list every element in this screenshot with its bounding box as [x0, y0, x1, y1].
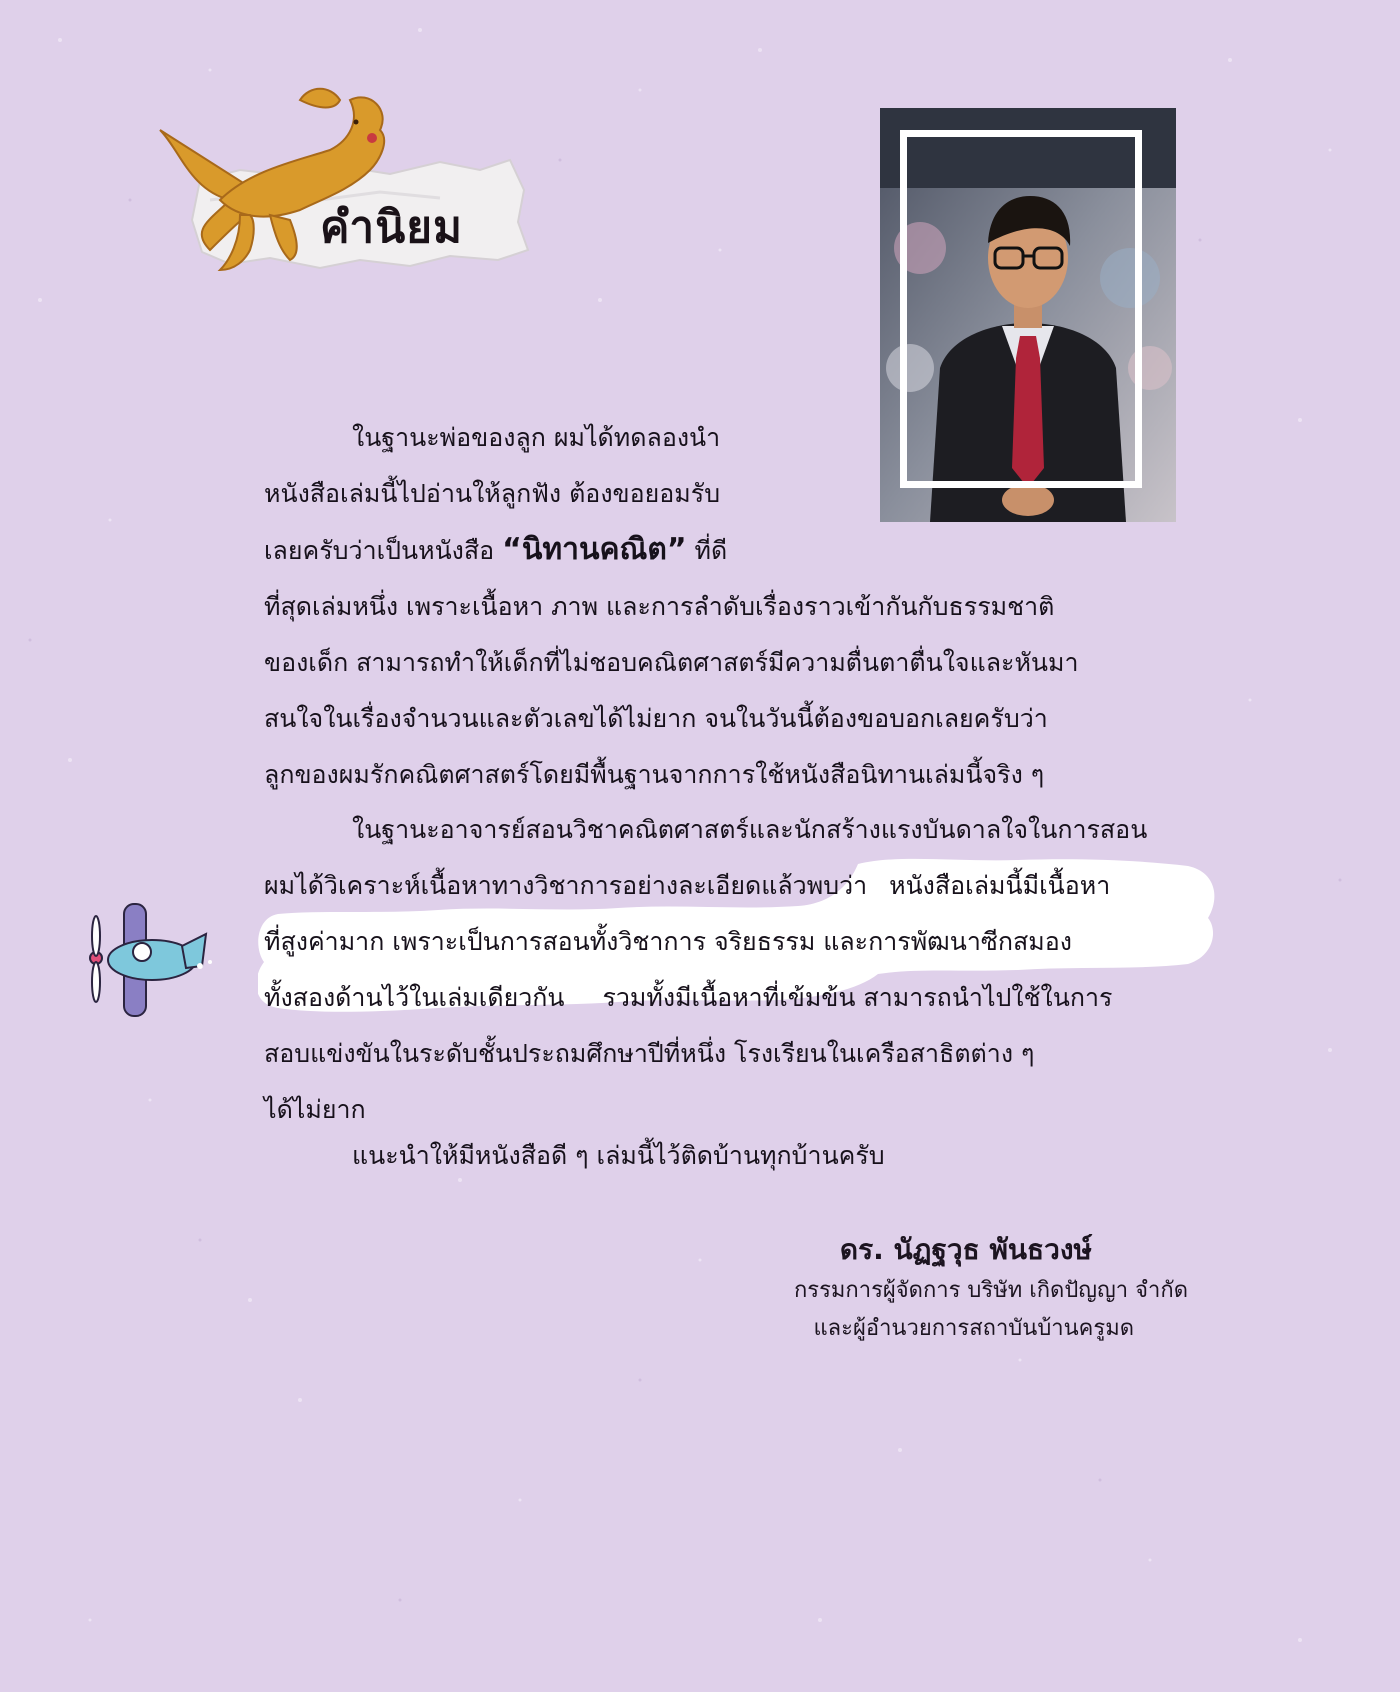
paragraph-1: [264, 410, 1184, 803]
signer-title: และผู้อำนวยการสถาบันบ้านครูมด: [813, 1316, 1134, 1341]
paragraph-2-line-with-highlight: [264, 970, 1184, 1026]
signature-block: [794, 1228, 1188, 1348]
paragraph-2-line: ในฐานะอาจารย์สอนวิชาคณิตศาสตร์และนักสร้างแรงบันดาลใจในการสอน: [352, 815, 1148, 844]
paragraph-1-line: ที่สุดเล่มหนึ่ง เพราะเนื้อหา ภาพ และการลำดับเรื่องราวเข้ากันกับธรรมชาติ: [264, 592, 1055, 621]
paragraph-1-line-with-quote: [264, 522, 1184, 579]
paragraph-2-line-part: รวมทั้งมีเนื้อหาที่เข้มข้น สามารถนำไปใช้ในการ: [602, 983, 1113, 1012]
paragraph-2-line-part: ผมได้วิเคราะห์เนื้อหาทางวิชาการอย่างละเอียดแล้วพบว่า: [264, 871, 868, 900]
airplane-illustration: [82, 896, 212, 1026]
paragraph-1-line: สนใจในเรื่องจำนวนและตัวเลขได้ไม่ยาก จนในวันนี้ต้องขอบอกเลยครับว่า: [264, 704, 1048, 733]
paragraph-3-line: แนะนำให้มีหนังสือดี ๆ เล่มนี้ไว้ติดบ้านทุกบ้านครับ: [352, 1141, 885, 1170]
heading-block: [150, 80, 530, 290]
paragraph-1-line: ในฐานะพ่อของลูก ผมได้ทดลองนำ: [352, 423, 721, 452]
paragraph-2-line-with-highlight: [264, 858, 1184, 914]
page-title: คำนิยม: [320, 202, 464, 253]
paragraph-1-line: ของเด็ก สามารถทำให้เด็กที่ไม่ชอบคณิตศาสตร์มีความตื่นตาตื่นใจและหันมา: [264, 648, 1079, 677]
paragraph-1-line: ลูกของผมรักคณิตศาสตร์โดยมีพื้นฐานจากการใช้หนังสือนิทานเล่มนี้จริง ๆ: [264, 760, 1045, 789]
paragraph-1-line-part: เลยครับว่าเป็นหนังสือ: [264, 536, 495, 565]
book-title-quote: “นิทานคณิต”: [502, 532, 687, 567]
paragraph-2-line: ได้ไม่ยาก: [264, 1095, 366, 1124]
paragraph-3: [264, 1128, 1184, 1184]
highlighted-text: ที่สูงค่ามาก เพราะเป็นการสอนทั้งวิชาการ จริยธรรม และการพัฒนาซีกสมอง: [264, 927, 1072, 956]
paragraph-1-line-part: ที่ดี: [694, 536, 728, 565]
paragraph-2-line: สอบแข่งขันในระดับชั้นประถมศึกษาปีที่หนึ่ง โรงเรียนในเครือสาธิตต่าง ๆ: [264, 1039, 1035, 1068]
signer-name: ดร. นัฏฐวุธ พันธวงษ์: [839, 1233, 1092, 1266]
paragraph-1-line: หนังสือเล่มนี้ไปอ่านให้ลูกฟัง ต้องขอยอมรับ: [264, 479, 721, 508]
highlighted-text: ทั้งสองด้านไว้ในเล่มเดียวกัน: [264, 983, 565, 1012]
signer-title: กรรมการผู้จัดการ บริษัท เกิดปัญญา จำกัด: [793, 1278, 1188, 1303]
highlighted-text: หนังสือเล่มนี้มีเนื้อหา: [889, 871, 1111, 900]
paragraph-2: [264, 802, 1184, 1138]
